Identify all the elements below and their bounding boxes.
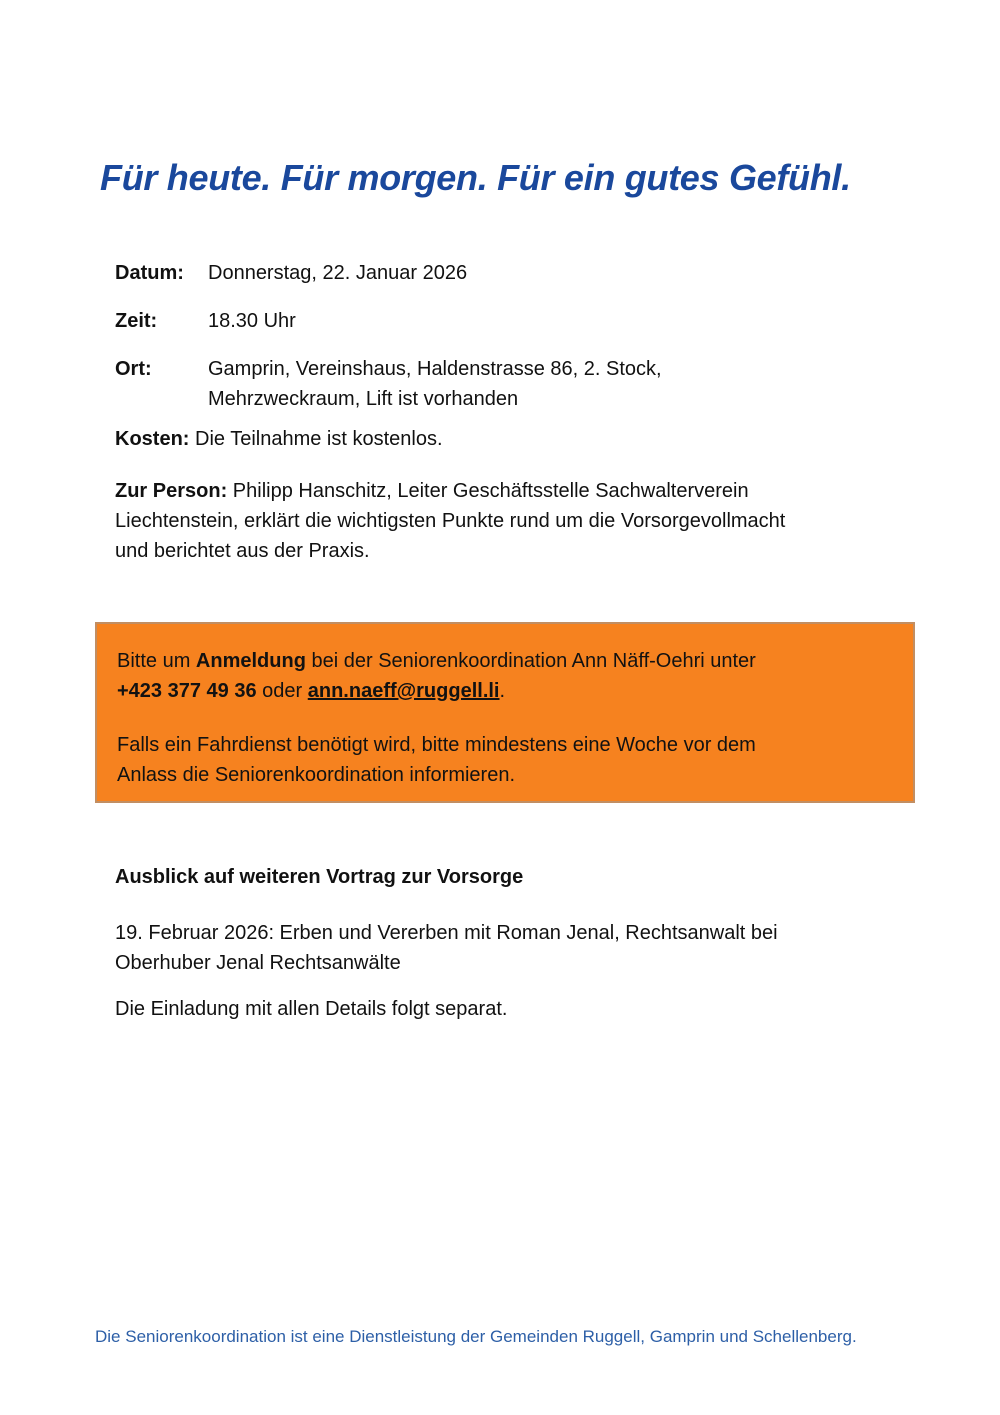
anmeldung-bold: Anmeldung [195,650,306,672]
outlook-line2: Oberhuber Jenal Rechtsanwälte [115,952,401,974]
page-title: Für heute. Für morgen. Für ein gutes Gefühl. [100,157,851,198]
outlook-heading: Ausblick auf weiteren Vortrag zur Vorsorge [115,866,524,888]
detail-row-zeit [115,306,925,336]
outlook-note: Die Einladung mit allen Details folgt separat. [115,998,508,1020]
phone-number: +423 377 49 36 [117,680,257,702]
detail-row-datum [115,258,925,288]
datum-label: Datum: [115,262,184,284]
registration-box [95,622,915,803]
ort-value [208,354,925,414]
registration-text-end: . [499,680,506,702]
outlook-section [115,862,925,1040]
registration-text-post: bei der Seniorenkoordination Ann Näff-Oehri unter [305,650,756,672]
ort-value-line2: Mehrzweckraum, Lift ist vorhanden [208,388,519,410]
detail-row-ort [115,354,925,414]
registration-text-mid: oder [256,680,308,702]
fahrdienst-paragraph [117,730,893,790]
footer-note: Die Seniorenkoordination ist eine Dienstleistung der Gemeinden Ruggell, Gamprin und Schellenberg. [95,1327,857,1346]
ort-label: Ort: [115,358,152,380]
zur-person-line2: Liechtenstein, erklärt die wichtigsten Punkte rund um die Vorsorgevollmacht [115,510,786,532]
outlook-line1: 19. Februar 2026: Erben und Vererben mit Roman Jenal, Rechtsanwalt bei [115,922,778,944]
kosten-paragraph [115,424,925,454]
registration-text-pre: Bitte um [117,650,196,672]
zur-person-label: Zur Person: [115,480,228,502]
fahrdienst-line1: Falls ein Fahrdienst benötigt wird, bitte mindestens eine Woche vor dem [117,734,756,756]
zeit-label: Zeit: [115,310,158,332]
outlook-paragraph [115,918,925,978]
zur-person-line1: Philipp Hanschitz, Leiter Geschäftsstelle Sachwalterverein [227,480,749,502]
ort-value-line1: Gamprin, Vereinshaus, Haldenstrasse 86, 2. Stock, [208,358,662,380]
kosten-label: Kosten: [115,428,190,450]
registration-paragraph [117,646,893,706]
zur-person-line3: und berichtet aus der Praxis. [115,540,370,562]
fahrdienst-line2: Anlass die Seniorenkoordination informieren. [117,764,516,786]
kosten-value: Die Teilnahme ist kostenlos. [189,428,443,450]
email-link[interactable]: ann.naeff@ruggell.li [307,680,500,702]
zeit-value: 18.30 Uhr [208,310,296,332]
zur-person-paragraph [115,476,925,566]
event-details [115,258,925,566]
datum-value: Donnerstag, 22. Januar 2026 [208,262,468,284]
